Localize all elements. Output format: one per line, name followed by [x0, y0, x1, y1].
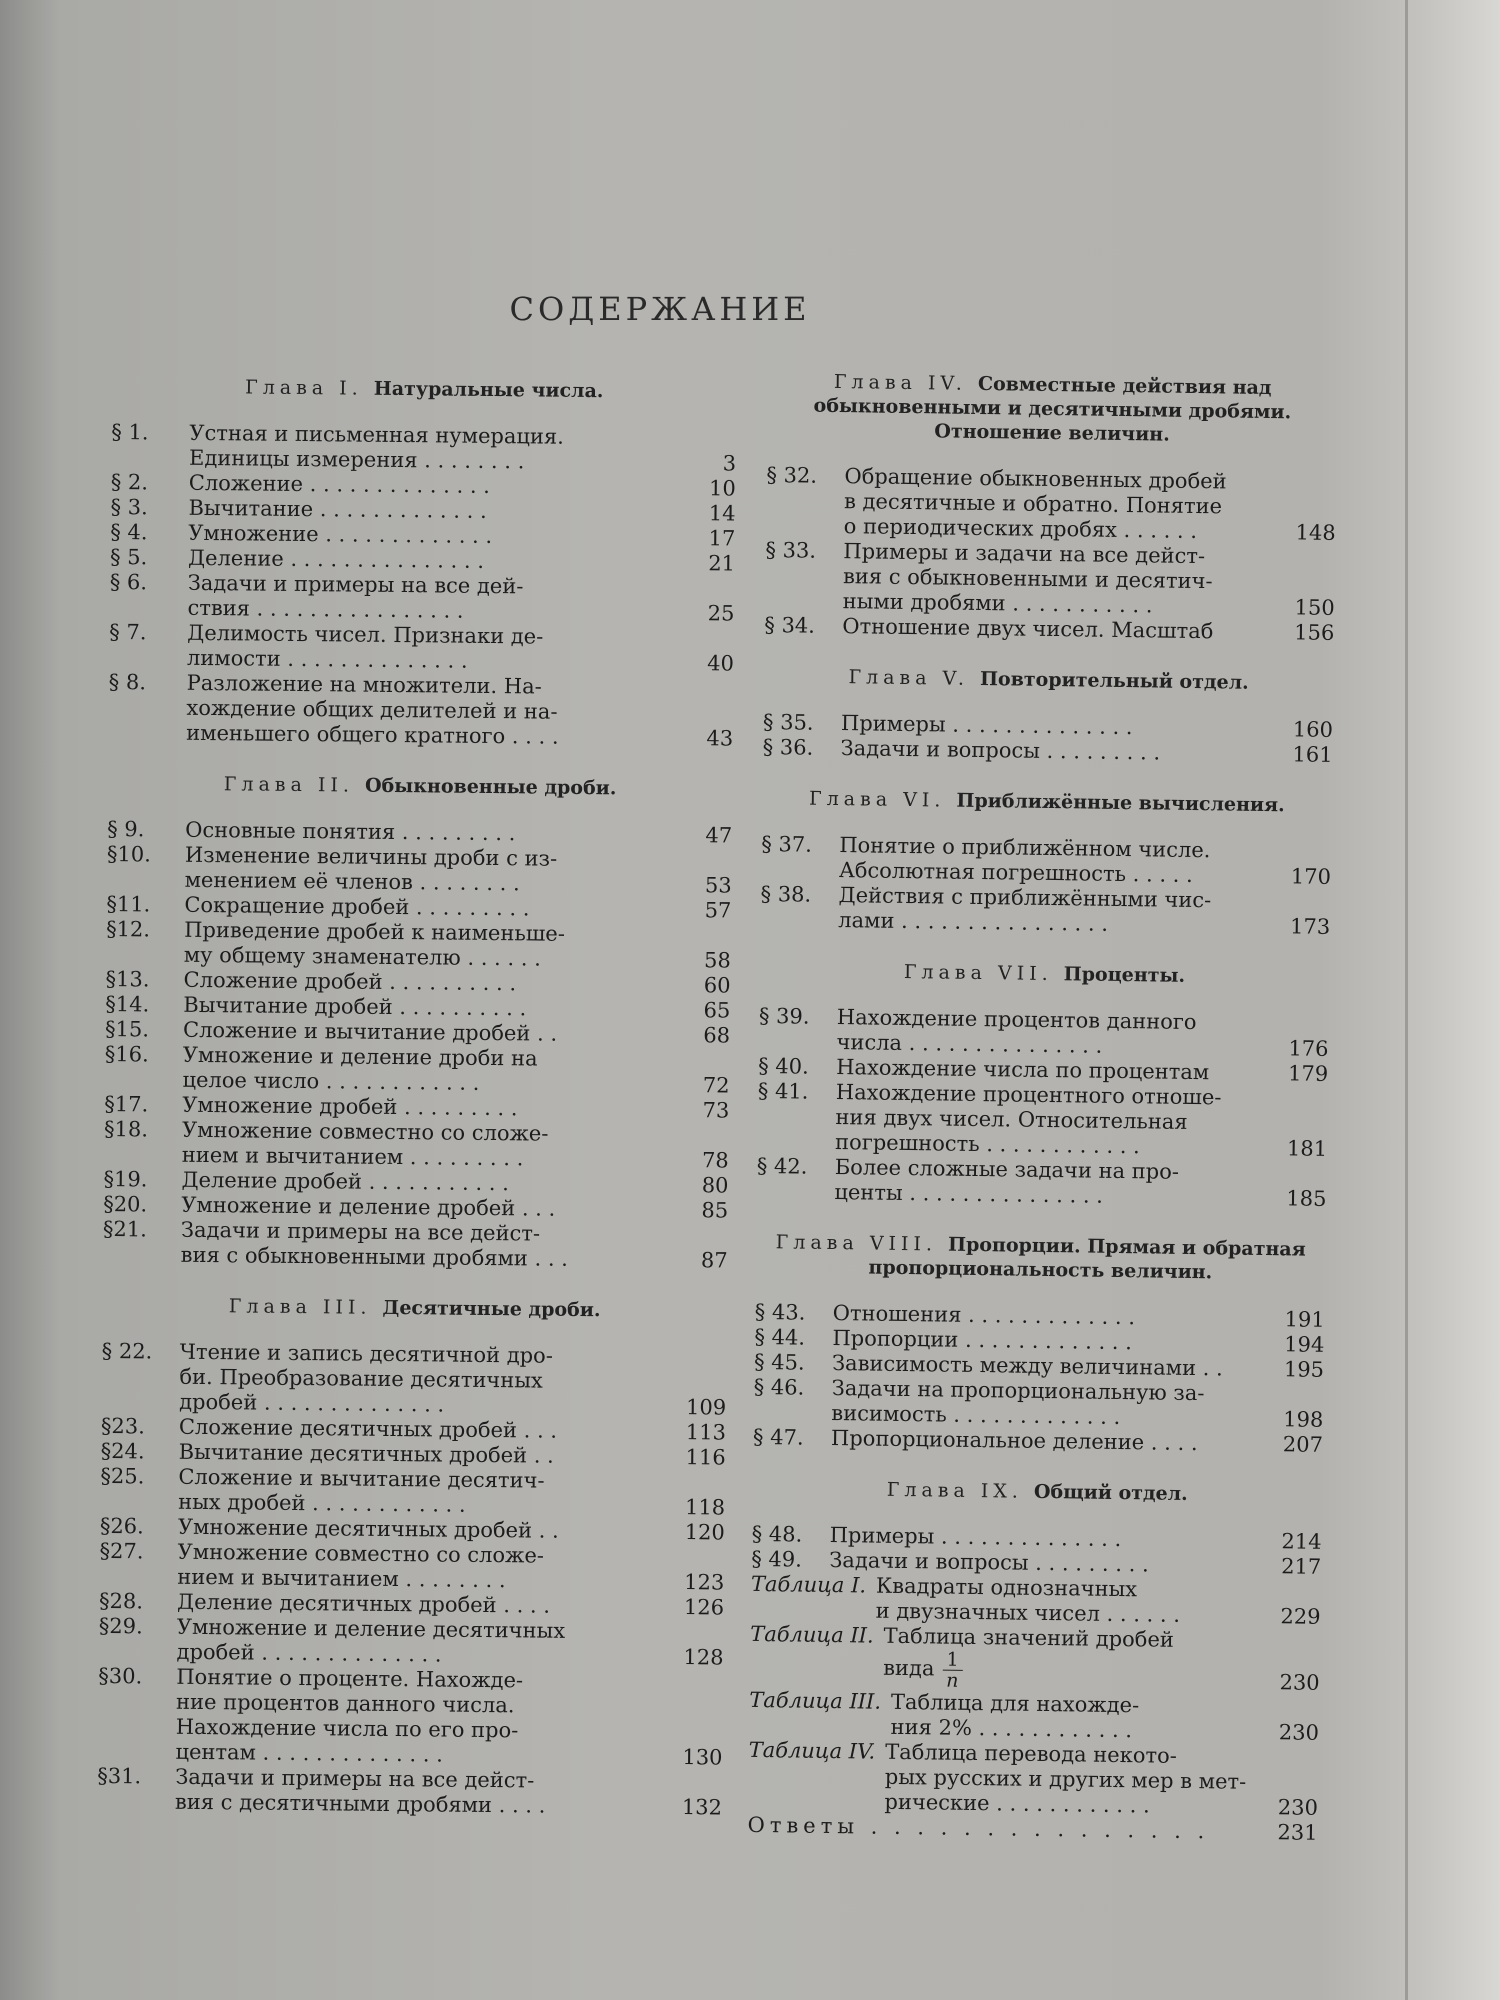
chapter-name: Повторительный отдел.	[979, 667, 1249, 694]
toc-entry	[753, 1375, 1324, 1433]
section-number: §10.	[106, 841, 151, 867]
toc-entry	[750, 1572, 1321, 1630]
chapter-heading	[763, 664, 1333, 696]
page-number: 40	[707, 651, 735, 676]
page-number: 21	[708, 551, 736, 576]
entry-line: именьшего общего кратного . . . .	[186, 720, 559, 749]
entry-line: Таблица значений дробей	[883, 1623, 1175, 1652]
entry-line: погрешность . . . . . . . . . . . .	[834, 1130, 1140, 1159]
page-number: 72	[702, 1073, 730, 1098]
toc-entry	[109, 570, 734, 627]
page-number: 68	[703, 1023, 731, 1048]
entry-line: Сложение дробей . . . . . . . . . .	[183, 967, 517, 996]
entry-line: Умножение десятичных дробей . .	[177, 1514, 559, 1543]
entry-line: Сложение и вычитание дробей . .	[182, 1017, 558, 1046]
entry-line: Приведение дробей к наименьше-	[184, 917, 566, 946]
toc-entry	[100, 1464, 725, 1521]
section-number: §18.	[103, 1116, 149, 1142]
toc-entry	[106, 917, 731, 974]
page-number: 207	[1282, 1432, 1324, 1457]
page-number: 230	[1278, 1720, 1320, 1745]
section-number: § 3.	[110, 494, 148, 520]
section-number: § 39.	[758, 1003, 810, 1029]
entry-line: Задачи и вопросы . . . . . . . . .	[829, 1547, 1149, 1577]
entry-line: вида $\frac{1}{n}$	[883, 1649, 1258, 1695]
entry-line: Зависимость между величинами . .	[831, 1350, 1223, 1381]
toc-entry	[109, 620, 734, 677]
toc-entry	[99, 1539, 724, 1596]
entry-line: в десятичные и обратно. Понятие	[843, 489, 1223, 519]
entry-title	[182, 1118, 667, 1173]
entry-line: Деление . . . . . . . . . . . . . . .	[187, 545, 485, 573]
entry-line: Нахождение процентов данного	[836, 1005, 1197, 1035]
toc-entry	[765, 538, 1336, 621]
page-number: 78	[701, 1148, 729, 1173]
entry-title	[175, 1765, 660, 1820]
toc-entry	[766, 463, 1337, 546]
entry-line: нием и вычитанием . . . . . . . .	[177, 1564, 506, 1593]
entry-line: хождение общих делителей и на-	[186, 695, 558, 724]
entry-title	[838, 883, 1269, 939]
toc-entry	[108, 670, 734, 752]
page-number: 173	[1289, 914, 1331, 939]
section-number: § 6.	[109, 569, 148, 595]
page-number: 185	[1286, 1186, 1327, 1211]
page-number: 113	[685, 1420, 727, 1445]
section-number: §23.	[100, 1413, 145, 1439]
entry-title	[179, 1340, 665, 1420]
page-number: 85	[701, 1198, 729, 1223]
answers-label: Ответы . . . . . . . . . . . . . . .	[747, 1812, 1210, 1844]
entry-line: Примеры . . . . . . . . . . . . . .	[840, 711, 1133, 740]
entry-line: Более сложные задачи на про-	[834, 1155, 1180, 1184]
entry-line: дробей . . . . . . . . . . . . . .	[176, 1639, 442, 1667]
toc-entry	[104, 1042, 729, 1099]
entry-line: ние процентов данного числа.	[175, 1689, 515, 1718]
chapter-number: Глава III.	[228, 1295, 383, 1319]
page-number: 229	[1280, 1604, 1321, 1629]
section-number: § 35.	[762, 709, 814, 735]
toc-entry	[97, 1764, 722, 1821]
page-number: 3	[722, 451, 737, 476]
page-number: 43	[706, 726, 734, 751]
entry-line: ния двух чисел. Относительная	[835, 1105, 1188, 1134]
entry-line: ния 2% . . . . . . . . . . . .	[890, 1714, 1133, 1743]
entry-title	[875, 1574, 1259, 1629]
entry-title	[176, 1615, 661, 1670]
page-title: СОДЕРЖАНИЕ	[509, 290, 811, 328]
entry-line: рические . . . . . . . . . . . .	[884, 1789, 1150, 1818]
section-number: §15.	[104, 1016, 150, 1042]
page-number: 231	[1277, 1820, 1318, 1845]
entry-line: о периодических дробях . . . . . .	[843, 514, 1198, 544]
page-number: 179	[1287, 1061, 1329, 1086]
chapter-name: Обыкновенные дроби.	[364, 774, 617, 800]
entry-line: центы . . . . . . . . . . . . . . .	[834, 1180, 1104, 1208]
section-number: §31.	[97, 1763, 142, 1789]
section-number: §19.	[103, 1166, 148, 1192]
section-number: § 46.	[753, 1374, 805, 1400]
page-number: 73	[702, 1098, 730, 1123]
toc-entry	[749, 1688, 1320, 1746]
entry-title	[883, 1624, 1259, 1695]
entry-line: Отношение двух чисел. Масштаб	[842, 614, 1214, 644]
entry-line: Единицы измерения . . . . . . . .	[188, 445, 525, 474]
entry-line: Примеры . . . . . . . . . . . . . .	[829, 1522, 1122, 1552]
page-number: 14	[708, 501, 736, 526]
page-number: 217	[1281, 1554, 1322, 1579]
section-number: § 5.	[109, 544, 148, 570]
entry-title	[184, 918, 669, 973]
chapter-number: Глава VI.	[808, 787, 957, 812]
toc-entry	[111, 420, 736, 477]
page-number: 230	[1279, 1670, 1320, 1695]
page-number: 230	[1277, 1795, 1319, 1820]
toc-entry	[760, 882, 1331, 940]
entry-line: Задачи и примеры на все дейст-	[180, 1217, 541, 1246]
entry-line: вия с десятичными дробями . . . .	[174, 1789, 546, 1818]
entry-title	[175, 1665, 661, 1770]
entry-line: Сокращение дробей . . . . . . . . .	[184, 892, 530, 921]
chapter-name: Пропорции. Прямая и обратная пропорциональность величин.	[868, 1233, 1306, 1284]
entry-title	[836, 1005, 1267, 1061]
entry-line: Изменение величины дроби с из-	[184, 842, 558, 871]
section-number: § 44.	[754, 1324, 806, 1350]
entry-line: Пропорциональное деление . . . .	[830, 1425, 1198, 1456]
chapter-name: Натуральные числа.	[373, 377, 604, 403]
entry-title	[182, 1043, 667, 1098]
section-number: § 2.	[110, 469, 149, 495]
toc-entry	[103, 1217, 728, 1274]
page-number: 47	[705, 823, 733, 848]
section-number: § 42.	[756, 1153, 808, 1179]
entry-line: нием и вычитанием . . . . . . . . .	[181, 1142, 524, 1171]
page-fold	[1405, 0, 1408, 2000]
page-number: 10	[708, 476, 736, 501]
section-number: § 9.	[107, 816, 145, 842]
section-number: §21.	[102, 1216, 148, 1242]
entry-line: Задачи на пропорциональную за-	[831, 1375, 1205, 1406]
section-number: §13.	[105, 966, 150, 992]
toc-entry	[758, 1004, 1329, 1062]
chapter-number: Глава V.	[848, 666, 981, 690]
entry-line: дробей . . . . . . . . . . . . . .	[179, 1389, 445, 1417]
page-number: 132	[681, 1795, 723, 1820]
entry-line: и двузначных чисел . . . . . .	[875, 1598, 1181, 1627]
section-number: § 38.	[760, 881, 812, 907]
entry-line: Деление дробей . . . . . . . . . . .	[181, 1167, 509, 1196]
entry-title	[844, 464, 1275, 545]
section-number: §26.	[99, 1513, 144, 1539]
entry-line: Умножение совместно со сложе-	[177, 1539, 545, 1568]
entry-title	[835, 1080, 1266, 1161]
page-number: 161	[1292, 742, 1333, 767]
entry-line: менением её членов . . . . . . . .	[184, 867, 520, 896]
entry-line: ных дробей . . . . . . . . . . . .	[178, 1489, 466, 1517]
page-number: 116	[685, 1445, 726, 1470]
entry-line: Нахождение процентного отноше-	[835, 1080, 1222, 1110]
section-number: §17.	[104, 1091, 149, 1117]
page-number: 195	[1283, 1357, 1325, 1382]
fraction-numerator: 1	[942, 1650, 962, 1671]
page-number: 58	[703, 948, 731, 973]
entry-title	[839, 833, 1270, 889]
entry-line: Абсолютная погрешность . . . . .	[838, 858, 1193, 887]
section-number: § 43.	[754, 1299, 806, 1325]
toc-entry	[761, 832, 1332, 890]
fraction-denominator: n	[946, 1669, 959, 1692]
toc-entry	[107, 842, 732, 899]
section-number: §14.	[105, 991, 150, 1017]
entry-title	[185, 843, 670, 898]
page-number: 17	[708, 526, 736, 551]
chapter-heading	[759, 958, 1329, 990]
section-number: §30.	[98, 1663, 143, 1689]
left-column	[97, 370, 737, 1820]
section-number: § 33.	[765, 537, 817, 563]
chapter-number: Глава VIII.	[775, 1231, 949, 1256]
entry-title	[843, 539, 1274, 620]
chapter-heading	[752, 1476, 1322, 1508]
fraction	[942, 1650, 963, 1691]
entry-title	[189, 421, 674, 476]
chapter-heading	[112, 374, 737, 405]
chapter-heading	[767, 369, 1338, 449]
chapter-number: Глава VII.	[903, 960, 1064, 986]
page-number: 148	[1295, 520, 1336, 545]
chapter-heading	[108, 771, 733, 802]
page-number: 198	[1283, 1407, 1324, 1432]
page-number: 181	[1286, 1136, 1328, 1161]
chapter-number: Глава IV.	[833, 370, 979, 395]
toc-entry	[757, 1079, 1328, 1162]
section-number: §12.	[106, 916, 151, 942]
section-number: § 45.	[753, 1349, 805, 1375]
entry-line: Делимость чисел. Признаки де-	[187, 620, 544, 649]
entry-line: Таблица перевода некото-	[885, 1739, 1178, 1768]
page-number: 126	[683, 1595, 725, 1620]
chapter-name: Совместные действия над обыкновенными и десятичными дробями. Отношение величин.	[813, 372, 1292, 446]
toc-entry	[750, 1622, 1321, 1696]
section-number: Таблица IV.	[748, 1737, 876, 1764]
entry-line: Задачи и примеры на все дей-	[187, 570, 524, 599]
page-number: 156	[1294, 620, 1335, 645]
entry-line: Деление десятичных дробей . . . .	[176, 1589, 551, 1618]
entry-line: Пропорции . . . . . . . . . . . . .	[832, 1325, 1133, 1355]
chapter-name: Приближённые вычисления.	[956, 789, 1285, 817]
entry-line: Умножение . . . . . . . . . . . . .	[188, 520, 493, 548]
chapter-number: Глава I.	[245, 376, 374, 400]
entry-line: ными дробями . . . . . . . . . . .	[842, 589, 1153, 618]
section-number: §27.	[99, 1538, 144, 1564]
entry-line: Сложение десятичных дробей . . .	[178, 1414, 558, 1443]
entry-line: Умножение и деление дробей . . .	[181, 1192, 556, 1221]
entry-line: Обращение обыкновенных дробей	[844, 464, 1227, 494]
section-number: § 40.	[758, 1053, 809, 1079]
entry-title	[834, 1155, 1265, 1211]
entry-title	[831, 1376, 1262, 1432]
entry-line: Нахождение числа по его про-	[175, 1714, 519, 1743]
entry-title	[181, 1218, 666, 1273]
page-number: 160	[1292, 717, 1334, 742]
entry-line: Нахождение числа по процентам	[836, 1055, 1210, 1085]
section-number: Таблица III.	[749, 1687, 882, 1714]
section-number: § 47.	[752, 1424, 804, 1450]
entry-title	[884, 1740, 1256, 1820]
page-number: 214	[1281, 1529, 1322, 1554]
entry-line: Сложение . . . . . . . . . . . . . .	[188, 470, 491, 498]
entry-title	[178, 1465, 663, 1520]
section-number: § 41.	[757, 1078, 809, 1104]
chapter-name: Десятичные дроби.	[382, 1296, 601, 1322]
entry-line: числа . . . . . . . . . . . . . . .	[836, 1030, 1103, 1058]
entry-title	[890, 1690, 1257, 1745]
page-number: 53	[704, 873, 732, 898]
entry-line: Умножение и деление дроби на	[182, 1042, 538, 1071]
entry-line: Задачи и вопросы . . . . . . . . .	[840, 736, 1161, 765]
page-number: 130	[682, 1745, 723, 1770]
entry-line: вия с обыкновенными и десятич-	[842, 564, 1213, 594]
entry-line: целое число . . . . . . . . . . . .	[182, 1067, 480, 1095]
toc-entry	[104, 1117, 729, 1174]
chapter-heading	[102, 1293, 727, 1324]
entry-line: Разложение на множители. На-	[186, 670, 542, 699]
entry-line: Примеры и задачи на все дейст-	[843, 539, 1206, 569]
page-number: 80	[701, 1173, 729, 1198]
entry-title	[186, 671, 672, 751]
entry-line: Задачи и примеры на все дейст-	[175, 1764, 535, 1793]
chapter-name: Проценты.	[1063, 963, 1186, 987]
section-number: § 22.	[101, 1338, 153, 1364]
toc-entry	[756, 1154, 1327, 1212]
toc-entry	[748, 1738, 1319, 1821]
entry-title	[187, 621, 672, 676]
entry-line: Понятие о приближённом числе.	[839, 833, 1211, 863]
entry-line: Отношения . . . . . . . . . . . . .	[832, 1300, 1136, 1330]
entry-line: Понятие о проценте. Нахожде-	[176, 1664, 524, 1693]
section-number: §11.	[106, 891, 151, 917]
entry-line: Чтение и запись десятичной дро-	[179, 1339, 554, 1368]
section-number: §29.	[98, 1613, 143, 1639]
page-number: 65	[703, 998, 731, 1023]
page-number: 120	[684, 1520, 725, 1545]
toc-entry	[98, 1614, 723, 1671]
chapter-number: Глава II.	[223, 773, 366, 797]
entry-line: Действия с приближёнными чис-	[838, 883, 1212, 913]
page-number: 109	[685, 1395, 727, 1420]
section-number: § 32.	[766, 462, 818, 488]
toc-entry	[97, 1664, 723, 1771]
section-number: § 48.	[751, 1521, 803, 1547]
entry-line: лимости . . . . . . . . . . . . . .	[186, 645, 468, 673]
section-number: §24.	[100, 1438, 145, 1464]
entry-line: рых русских и других мер в мет-	[884, 1764, 1247, 1794]
page-number: 176	[1288, 1036, 1329, 1061]
entry-line: лами . . . . . . . . . . . . . . . .	[838, 908, 1109, 936]
entry-line: Сложение и вычитание десятич-	[178, 1464, 545, 1493]
entry-line: Умножение совместно со сложе-	[181, 1117, 549, 1146]
entry-line: Вычитание дробей . . . . . . . . . .	[183, 992, 527, 1021]
section-number: Таблица II.	[750, 1621, 874, 1648]
entry-line: Вычитание . . . . . . . . . . . . .	[188, 495, 487, 523]
entry-line: Умножение дробей . . . . . . . . .	[182, 1092, 518, 1121]
entry-line: Устная и письменная нумерация.	[189, 420, 565, 449]
chapter-heading	[762, 786, 1332, 818]
section-number: § 7.	[109, 619, 147, 645]
page-number: 191	[1284, 1307, 1325, 1332]
section-number: Таблица I.	[750, 1571, 867, 1598]
page-number: 128	[683, 1645, 724, 1670]
toc-entry	[101, 1339, 727, 1421]
section-number: § 4.	[110, 519, 148, 545]
section-number: §20.	[103, 1191, 148, 1217]
page-number: 150	[1294, 595, 1335, 620]
page-number: 57	[704, 898, 732, 923]
page-number: 170	[1290, 864, 1332, 889]
entry-line: Квадраты однозначных	[875, 1573, 1138, 1602]
section-number: § 36.	[762, 734, 814, 760]
entry-line: висимость . . . . . . . . . . . . .	[831, 1400, 1121, 1430]
entry-title	[187, 571, 672, 626]
right-column	[747, 365, 1338, 1846]
page-number: 194	[1284, 1332, 1325, 1357]
section-number: §28.	[98, 1588, 144, 1614]
entry-line: Таблица для нахожде-	[890, 1689, 1140, 1718]
page-number: 118	[684, 1495, 726, 1520]
section-number: § 37.	[761, 831, 813, 857]
chapter-name: Общий отдел.	[1033, 1480, 1188, 1505]
section-number: § 8.	[108, 669, 147, 695]
entry-line: Вычитание десятичных дробей . .	[178, 1439, 554, 1468]
section-number: § 1.	[111, 419, 149, 445]
page-number: 60	[703, 973, 731, 998]
section-number: §25.	[100, 1463, 145, 1489]
entry-line: му общему знаменателю . . . . . .	[183, 942, 541, 971]
entry-line: ствия . . . . . . . . . . . . . . . .	[187, 595, 464, 623]
page-number: 123	[684, 1570, 725, 1595]
chapter-number: Глава IX.	[886, 1478, 1035, 1503]
section-number: § 49.	[751, 1546, 803, 1572]
chapter-heading	[755, 1230, 1326, 1286]
section-number: §16.	[104, 1041, 149, 1067]
entry-line: би. Преобразование десятичных	[179, 1364, 543, 1393]
entry-line: вия с обыкновенными дробями . . .	[180, 1242, 569, 1271]
entry-line: Умножение и деление десятичных	[176, 1614, 566, 1643]
entry-line: Основные понятия . . . . . . . . .	[185, 817, 516, 846]
entry-line: центам . . . . . . . . . . . . . .	[175, 1739, 443, 1767]
section-number: § 34.	[764, 612, 816, 638]
page-number: 87	[700, 1248, 728, 1273]
entry-title	[177, 1540, 662, 1595]
page-number: 25	[707, 601, 735, 626]
